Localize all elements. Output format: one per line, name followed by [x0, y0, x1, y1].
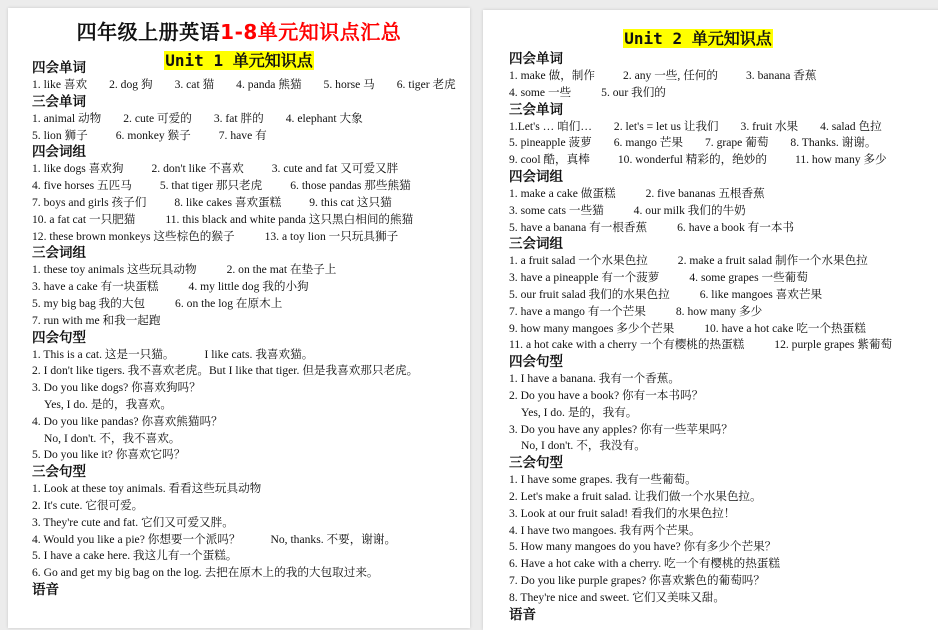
line-item: I like cats. 我喜欢猫。 — [204, 347, 314, 361]
content-line — [32, 195, 470, 212]
content-line — [32, 229, 470, 246]
line-item: 11. a hot cake with a cherry 一个有樱桃的热蛋糕 — [509, 338, 745, 352]
content-line — [509, 506, 938, 523]
line-item: 4. panda 熊猫 — [236, 78, 302, 91]
section-heading: 四会词组 — [32, 144, 86, 161]
line-item: 1. I have some grapes. 我有一些葡萄。 — [509, 473, 697, 487]
line-item: 6. like mangoes 喜欢芒果 — [699, 287, 823, 301]
line-item: 10. a fat cat 一只肥猫 — [32, 212, 136, 226]
content-line — [509, 556, 938, 573]
line-item: 3. fruit 水果 — [740, 119, 799, 133]
content-line — [509, 388, 938, 405]
line-item: 10. wonderful 精彩的，绝妙的 — [617, 153, 767, 167]
line-item: 2. cute 可爱的 — [123, 111, 192, 125]
content-line — [509, 186, 938, 203]
content-line — [509, 489, 938, 506]
line-item: 4. some 一些 — [509, 85, 572, 99]
line-item: 7. grape 葡萄 — [704, 136, 769, 150]
line-item: 1. This is a cat. 这是一只猫。 — [32, 347, 175, 361]
line-item: 5. that tiger 那只老虎 — [159, 179, 263, 193]
content-line — [509, 203, 938, 220]
content-line — [509, 472, 938, 489]
line-item: 1. like 喜欢 — [32, 78, 88, 91]
line-item: 6. Go and get my big bag on the log. 去把在原木上的我的大包取过来。 — [32, 566, 379, 580]
line-item: 7. Do you like purple grapes? 你喜欢紫色的葡萄吗？ — [509, 573, 765, 587]
line-item: 5. horse 马 — [323, 78, 375, 91]
page-1-body — [32, 60, 470, 599]
line-item: 5. Do you like it? 你喜欢它吗？ — [32, 448, 186, 462]
line-item: 9. this cat 这只猫 — [309, 195, 392, 209]
section-heading: 语音 — [509, 606, 536, 623]
line-item: 11. this black and white panda 这只黑白相间的熊猫 — [165, 212, 414, 226]
line-item: 8. They're nice and sweet. 它们又美味又甜。 — [509, 590, 725, 604]
content-line — [509, 590, 938, 607]
line-item: 2. It's cute. 它很可爱。 — [32, 498, 144, 512]
content-line — [509, 321, 938, 338]
line-item: 4. Would you like a pie? 你想要一个派吗？ — [32, 532, 241, 546]
content-line — [32, 380, 470, 397]
line-item: 3. cute and fat 又可爱又胖 — [271, 162, 399, 176]
line-item: 6. on the log 在原木上 — [175, 296, 283, 310]
line-item: 4. five horses 五匹马 — [32, 179, 132, 193]
content-line — [32, 111, 470, 128]
line-item: 10. have a hot cake 吃一个热蛋糕 — [704, 321, 866, 335]
line-item: 5. our fruit salad 我们的水果色拉 — [509, 287, 670, 301]
section-heading: 四会单词 — [509, 51, 563, 67]
content-line — [509, 220, 938, 237]
line-item: 2. I don't like tigers. 我不喜欢老虎。But I like that tiger. 但是我喜欢那只老虎。 — [32, 364, 419, 378]
content-line — [509, 68, 938, 85]
content-line — [32, 498, 470, 515]
line-item: No, thanks. 不要，谢谢。 — [270, 532, 397, 546]
content-line — [32, 161, 470, 178]
line-item: 7. boys and girls 孩子们 — [32, 195, 147, 209]
content-line — [509, 287, 938, 304]
line-item: 3. fat 胖的 — [213, 111, 264, 125]
line-item: 3. banana 香蕉 — [745, 69, 817, 82]
line-item: 3. They're cute and fat. 它们又可爱又胖。 — [32, 515, 234, 529]
content-line — [32, 481, 470, 498]
line-item: 4. Do you like pandas? 你喜欢熊猫吗？ — [32, 414, 223, 428]
line-item: 4. my little dog 我的小狗 — [188, 280, 309, 294]
unit-1-label: Unit 1 单元知识点 — [165, 51, 313, 70]
content-line — [32, 447, 470, 464]
line-item: 1. a fruit salad 一个水果色拉 — [509, 254, 648, 268]
line-item: 2. Do you have a book? 你有一本书吗？ — [509, 388, 704, 402]
content-line — [32, 565, 470, 582]
content-line — [509, 119, 938, 136]
content-line — [32, 548, 470, 565]
line-item: 13. a toy lion 一只玩具狮子 — [264, 229, 399, 243]
line-item: 6. those pandas 那些熊猫 — [290, 179, 411, 193]
line-item: No, I don't. 不，我不喜欢。 — [44, 431, 181, 445]
line-item: 8. Thanks. 谢谢。 — [790, 136, 877, 150]
line-item: 4. our milk 我们的牛奶 — [633, 203, 746, 217]
document-page-1 — [8, 8, 470, 628]
content-line — [32, 262, 470, 279]
line-item: 3. Look at our fruit salad! 看我们的水果色拉！ — [509, 506, 736, 520]
content-line — [509, 270, 938, 287]
line-item: 5. our 我们的 — [601, 85, 666, 99]
section-heading: 三会词组 — [32, 245, 86, 262]
line-item: 2. on the mat 在垫子上 — [226, 263, 337, 277]
line-item: 9. cool 酷，真棒 — [509, 153, 590, 167]
document-page-2 — [483, 10, 938, 630]
line-item: 7. run with me 和我一起跑 — [32, 313, 161, 327]
content-line — [32, 128, 470, 145]
line-item: No, I don't. 不，我没有。 — [521, 439, 646, 453]
line-item: 3. Do you like dogs? 你喜欢狗吗？ — [32, 381, 201, 395]
line-item: 5. I have a cake here. 我这儿有一个蛋糕。 — [32, 549, 238, 563]
line-item: 6. mango 芒果 — [613, 136, 683, 150]
content-line — [32, 431, 470, 448]
section-heading: 四会句型 — [509, 354, 563, 371]
line-item: 2. five bananas 五根香蕉 — [645, 186, 765, 200]
content-line — [509, 253, 938, 270]
unit-heading — [483, 26, 913, 49]
content-line — [32, 397, 470, 414]
content-line — [32, 363, 470, 380]
content-line — [509, 573, 938, 590]
line-item: 1. Look at these toy animals. 看看这些玩具动物 — [32, 482, 262, 496]
unit-2-label: Unit 2 单元知识点 — [624, 29, 772, 48]
line-item: 2. make a fruit salad 制作一个水果色拉 — [677, 254, 868, 268]
line-item: 4. salad 色拉 — [820, 119, 882, 133]
section-heading: 四会词组 — [509, 168, 563, 185]
line-item: 3. have a cake 有一块蛋糕 — [32, 280, 159, 294]
content-line — [509, 337, 938, 354]
line-item: 1.Let's … 咱们… — [509, 119, 592, 133]
line-item: Yes, I do. 是的，我有。 — [521, 405, 638, 419]
section-heading: 三会单词 — [509, 101, 563, 118]
section-heading: 三会词组 — [509, 236, 563, 253]
line-item: 5. my big bag 我的大包 — [32, 296, 146, 310]
content-line — [32, 515, 470, 532]
content-line — [509, 405, 938, 422]
line-item: 3. some cats 一些猫 — [509, 203, 604, 217]
section-heading: 三会句型 — [509, 455, 563, 472]
line-item: 1. make a cake 做蛋糕 — [509, 186, 616, 200]
content-line — [32, 212, 470, 229]
content-line — [32, 279, 470, 296]
content-line — [32, 414, 470, 431]
line-item: 4. elephant 大象 — [285, 111, 363, 125]
line-item: 4. I have two mangoes. 我有两个芒果。 — [509, 523, 701, 537]
section-heading: 语音 — [32, 581, 59, 598]
line-item: 1. animal 动物 — [32, 111, 102, 125]
content-line — [509, 371, 938, 388]
line-item: 2. let's = let us 让我们 — [613, 119, 719, 133]
line-item: 7. have 有 — [218, 128, 267, 142]
line-item: 3. cat 猫 — [174, 78, 215, 91]
content-line — [32, 178, 470, 195]
section-heading: 四会单词 — [32, 60, 86, 76]
line-item: 5. How many mangoes do you have? 你有多少个芒果？ — [509, 540, 777, 554]
line-item: 1. these toy animals 这些玩具动物 — [32, 263, 197, 277]
line-item: 3. Do you have any apples? 你有一些苹果吗？ — [509, 422, 733, 436]
line-item: 6. tiger 老虎 — [396, 78, 456, 91]
content-line — [509, 438, 938, 455]
content-line — [32, 77, 470, 94]
line-item: 11. how many 多少 — [794, 153, 887, 167]
content-line — [509, 85, 938, 102]
line-item: 12. purple grapes 紫葡萄 — [774, 338, 893, 352]
line-item: 8. like cakes 喜欢蛋糕 — [174, 195, 282, 209]
content-line — [509, 152, 938, 169]
section-heading: 三会单词 — [32, 93, 86, 110]
section-heading: 三会句型 — [32, 464, 86, 481]
title-black: 四年级上册英语 — [76, 20, 221, 44]
title-red: 1-8单元知识点汇总 — [220, 20, 402, 44]
content-line — [509, 304, 938, 321]
line-item: 5. have a banana 有一根香蕉 — [509, 220, 648, 234]
line-item: 8. how many 多少 — [675, 304, 763, 318]
line-item: 3. have a pineapple 有一个菠萝 — [509, 271, 660, 285]
line-item: 6. monkey 猴子 — [115, 128, 191, 142]
content-line — [509, 135, 938, 152]
line-item: 5. lion 狮子 — [32, 128, 88, 142]
page-2-body — [509, 51, 938, 624]
line-item: 12. these brown monkeys 这些棕色的猴子 — [32, 229, 235, 243]
content-line — [509, 523, 938, 540]
content-line — [32, 313, 470, 330]
line-item: 6. Have a hot cake with a cherry. 吃一个有樱桃的热蛋糕 — [509, 557, 780, 571]
line-item: 2. dog 狗 — [109, 78, 153, 91]
line-item: 6. have a book 有一本书 — [677, 220, 795, 234]
content-line — [32, 347, 470, 364]
line-item: 4. some grapes 一些葡萄 — [689, 271, 808, 285]
line-item: 2. any 一些, 任何的 — [622, 69, 718, 82]
line-item: 5. pineapple 菠萝 — [509, 136, 592, 150]
line-item: 2. Let's make a fruit salad. 让我们做一个水果色拉。 — [509, 489, 762, 503]
content-line — [509, 539, 938, 556]
content-line — [509, 422, 938, 439]
line-item: 1. like dogs 喜欢狗 — [32, 162, 124, 176]
line-item: Yes, I do. 是的，我喜欢。 — [44, 397, 172, 411]
line-item: 1. I have a banana. 我有一个香蕉。 — [509, 372, 680, 386]
content-line — [32, 296, 470, 313]
content-line — [32, 532, 470, 549]
line-item: 7. have a mango 有一个芒果 — [509, 304, 646, 318]
line-item: 1. make 做，制作 — [509, 69, 595, 82]
line-item: 9. how many mangoes 多少个芒果 — [509, 321, 675, 335]
document-title — [8, 16, 470, 45]
line-item: 2. don't like 不喜欢 — [151, 162, 244, 176]
section-heading: 四会句型 — [32, 329, 86, 346]
